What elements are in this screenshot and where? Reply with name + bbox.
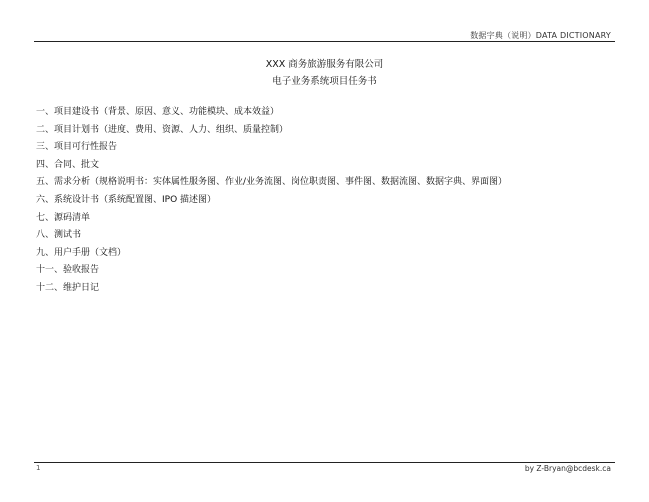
header-divider	[34, 41, 615, 42]
list-item-feasibility-report: 三、项目可行性报告	[36, 142, 118, 153]
list-item-requirements-analysis: 五、需求分析（规格说明书：实体属性服务图、作业/业务流图、岗位职责图、事件图、数据流图、数据字典、界面图）	[36, 177, 508, 188]
page-number: 1	[36, 464, 41, 472]
list-item-project-proposal: 一、项目建设书（背景、原因、意义、功能模块、成本效益）	[36, 107, 280, 117]
list-item-user-manual: 九、用户手册（文档）	[36, 247, 127, 258]
footer-divider	[34, 462, 615, 463]
footer-credit: by Z-Bryan@bcdesk.ca	[524, 464, 611, 473]
list-item-source-listing: 七、源码清单	[36, 212, 91, 223]
document-contents-list	[36, 104, 507, 298]
list-item-system-design: 六、系统设计书（系统配置图、IPO 描述图）	[36, 194, 217, 205]
document-subtitle: 电子业务系统项目任务书	[272, 76, 377, 87]
list-item-contract: 四、合同、批文	[36, 159, 100, 170]
running-header: 数据字典（说明）DATA DICTIONARY	[470, 31, 611, 40]
list-item-acceptance-report: 十一、验收报告	[36, 265, 100, 276]
list-item-test-document: 八、测试书	[36, 230, 82, 241]
list-item-maintenance-log: 十二、维护日记	[36, 282, 100, 293]
company-title: XXX 商务旅游服务有限公司	[265, 59, 384, 70]
list-item-project-plan: 二、项目计划书（进度、费用、资源、人力、组织、质量控制）	[36, 124, 289, 135]
